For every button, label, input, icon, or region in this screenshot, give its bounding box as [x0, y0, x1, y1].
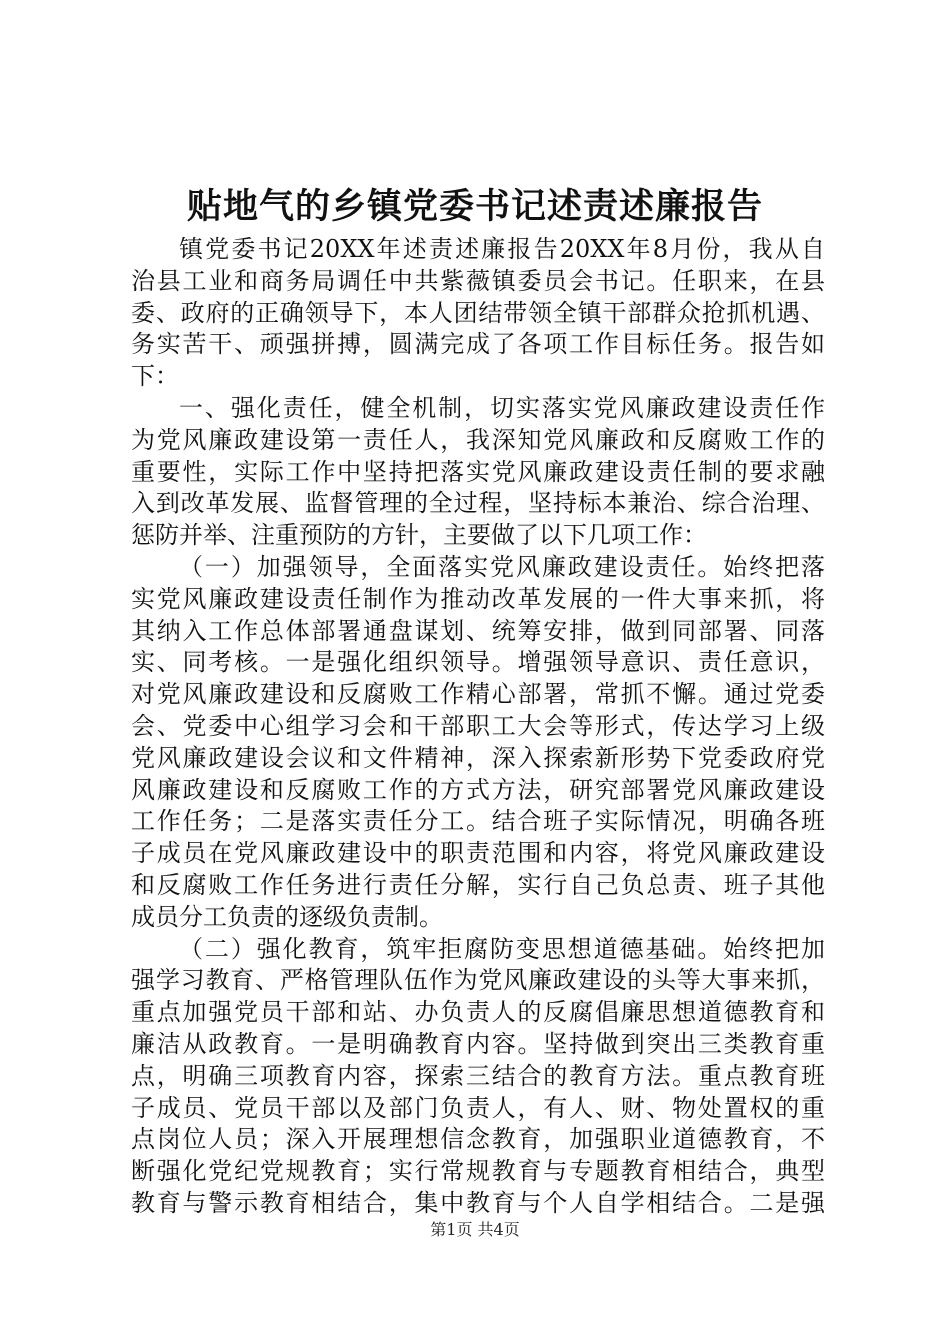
- body-line: 工作任务；二是落实责任分工。结合班子实际情况，明确各班: [131, 807, 825, 836]
- page-indicator: 第1页 共4页: [430, 1220, 520, 1239]
- body-line: 入到改革发展、监督管理的全过程，坚持标本兼治、综合治理、: [131, 489, 825, 518]
- body-line: 强学习教育、严格管理队伍作为党风廉政建设的头等大事来抓，: [131, 966, 825, 995]
- body-line: 为党风廉政建设第一责任人，我深知党风廉政和反腐败工作的: [131, 425, 825, 454]
- body-line: 点，明确三项教育内容，探索三结合的教育方法。重点教育班: [131, 1061, 825, 1090]
- body-line: 委、政府的正确领导下，本人团结带领全镇干部群众抢抓机遇、: [131, 298, 825, 327]
- body-line: 重要性，实际工作中坚持把落实党风廉政建设责任制的要求融: [131, 457, 825, 486]
- body-line: 廉洁从政教育。一是明确教育内容。坚持做到突出三类教育重: [131, 1029, 825, 1058]
- body-line: 成员分工负责的逐级负责制。: [131, 902, 443, 931]
- body-line: 子成员、党员干部以及部门负责人，有人、财、物处置权的重: [131, 1093, 825, 1122]
- body-line: 实、同考核。一是强化组织领导。增强领导意识、责任意识，: [131, 648, 825, 677]
- body-line: 一、强化责任，健全机制，切实落实党风廉政建设责任作: [179, 393, 825, 422]
- body-line: 断强化党纪党规教育；实行常规教育与专题教育相结合，典型: [131, 1157, 825, 1186]
- body-line: 教育与警示教育相结合，集中教育与个人自学相结合。二是强: [131, 1188, 825, 1217]
- body-line: 党风廉政建设会议和文件精神，深入探索新形势下党委政府党: [131, 743, 825, 772]
- body-line: 实党风廉政建设责任制作为推动改革发展的一件大事来抓，将: [131, 584, 825, 613]
- body-line: 惩防并举、注重预防的方针，主要做了以下几项工作：: [131, 521, 707, 550]
- document-body: [131, 234, 825, 1220]
- body-line: 对党风廉政建设和反腐败工作精心部署，常抓不懈。通过党委: [131, 680, 825, 709]
- body-line: 治县工业和商务局调任中共紫薇镇委员会书记。任职来，在县: [131, 266, 825, 295]
- document-title: 贴地气的乡镇党委书记述责述廉报告: [186, 186, 763, 227]
- body-line: 子成员在党风廉政建设中的职责范围和内容，将党风廉政建设: [131, 839, 825, 868]
- body-line: 重点加强党员干部和站、办负责人的反腐倡廉思想道德教育和: [131, 998, 825, 1027]
- body-line: 下：: [131, 362, 179, 391]
- body-line: 其纳入工作总体部署通盘谋划、统筹安排，做到同部署、同落: [131, 616, 825, 645]
- body-line: 镇党委书记20XX年述责述廉报告20XX年8月份，我从自: [179, 235, 825, 263]
- body-line: （二）强化教育，筑牢拒腐防变思想道德基础。始终把加: [179, 934, 825, 963]
- body-line: （一）加强领导，全面落实党风廉政建设责任。始终把落: [179, 552, 825, 581]
- body-line: 点岗位人员；深入开展理想信念教育，加强职业道德教育，不: [131, 1125, 825, 1154]
- body-line: 务实苦干、顽强拼搏，圆满完成了各项工作目标任务。报告如: [131, 330, 825, 359]
- body-line: 和反腐败工作任务进行责任分解，实行自己负总责、班子其他: [131, 870, 825, 899]
- body-line: 会、党委中心组学习会和干部职工大会等形式，传达学习上级: [131, 711, 825, 740]
- body-line: 风廉政建设和反腐败工作的方式方法，研究部署党风廉政建设: [131, 775, 825, 804]
